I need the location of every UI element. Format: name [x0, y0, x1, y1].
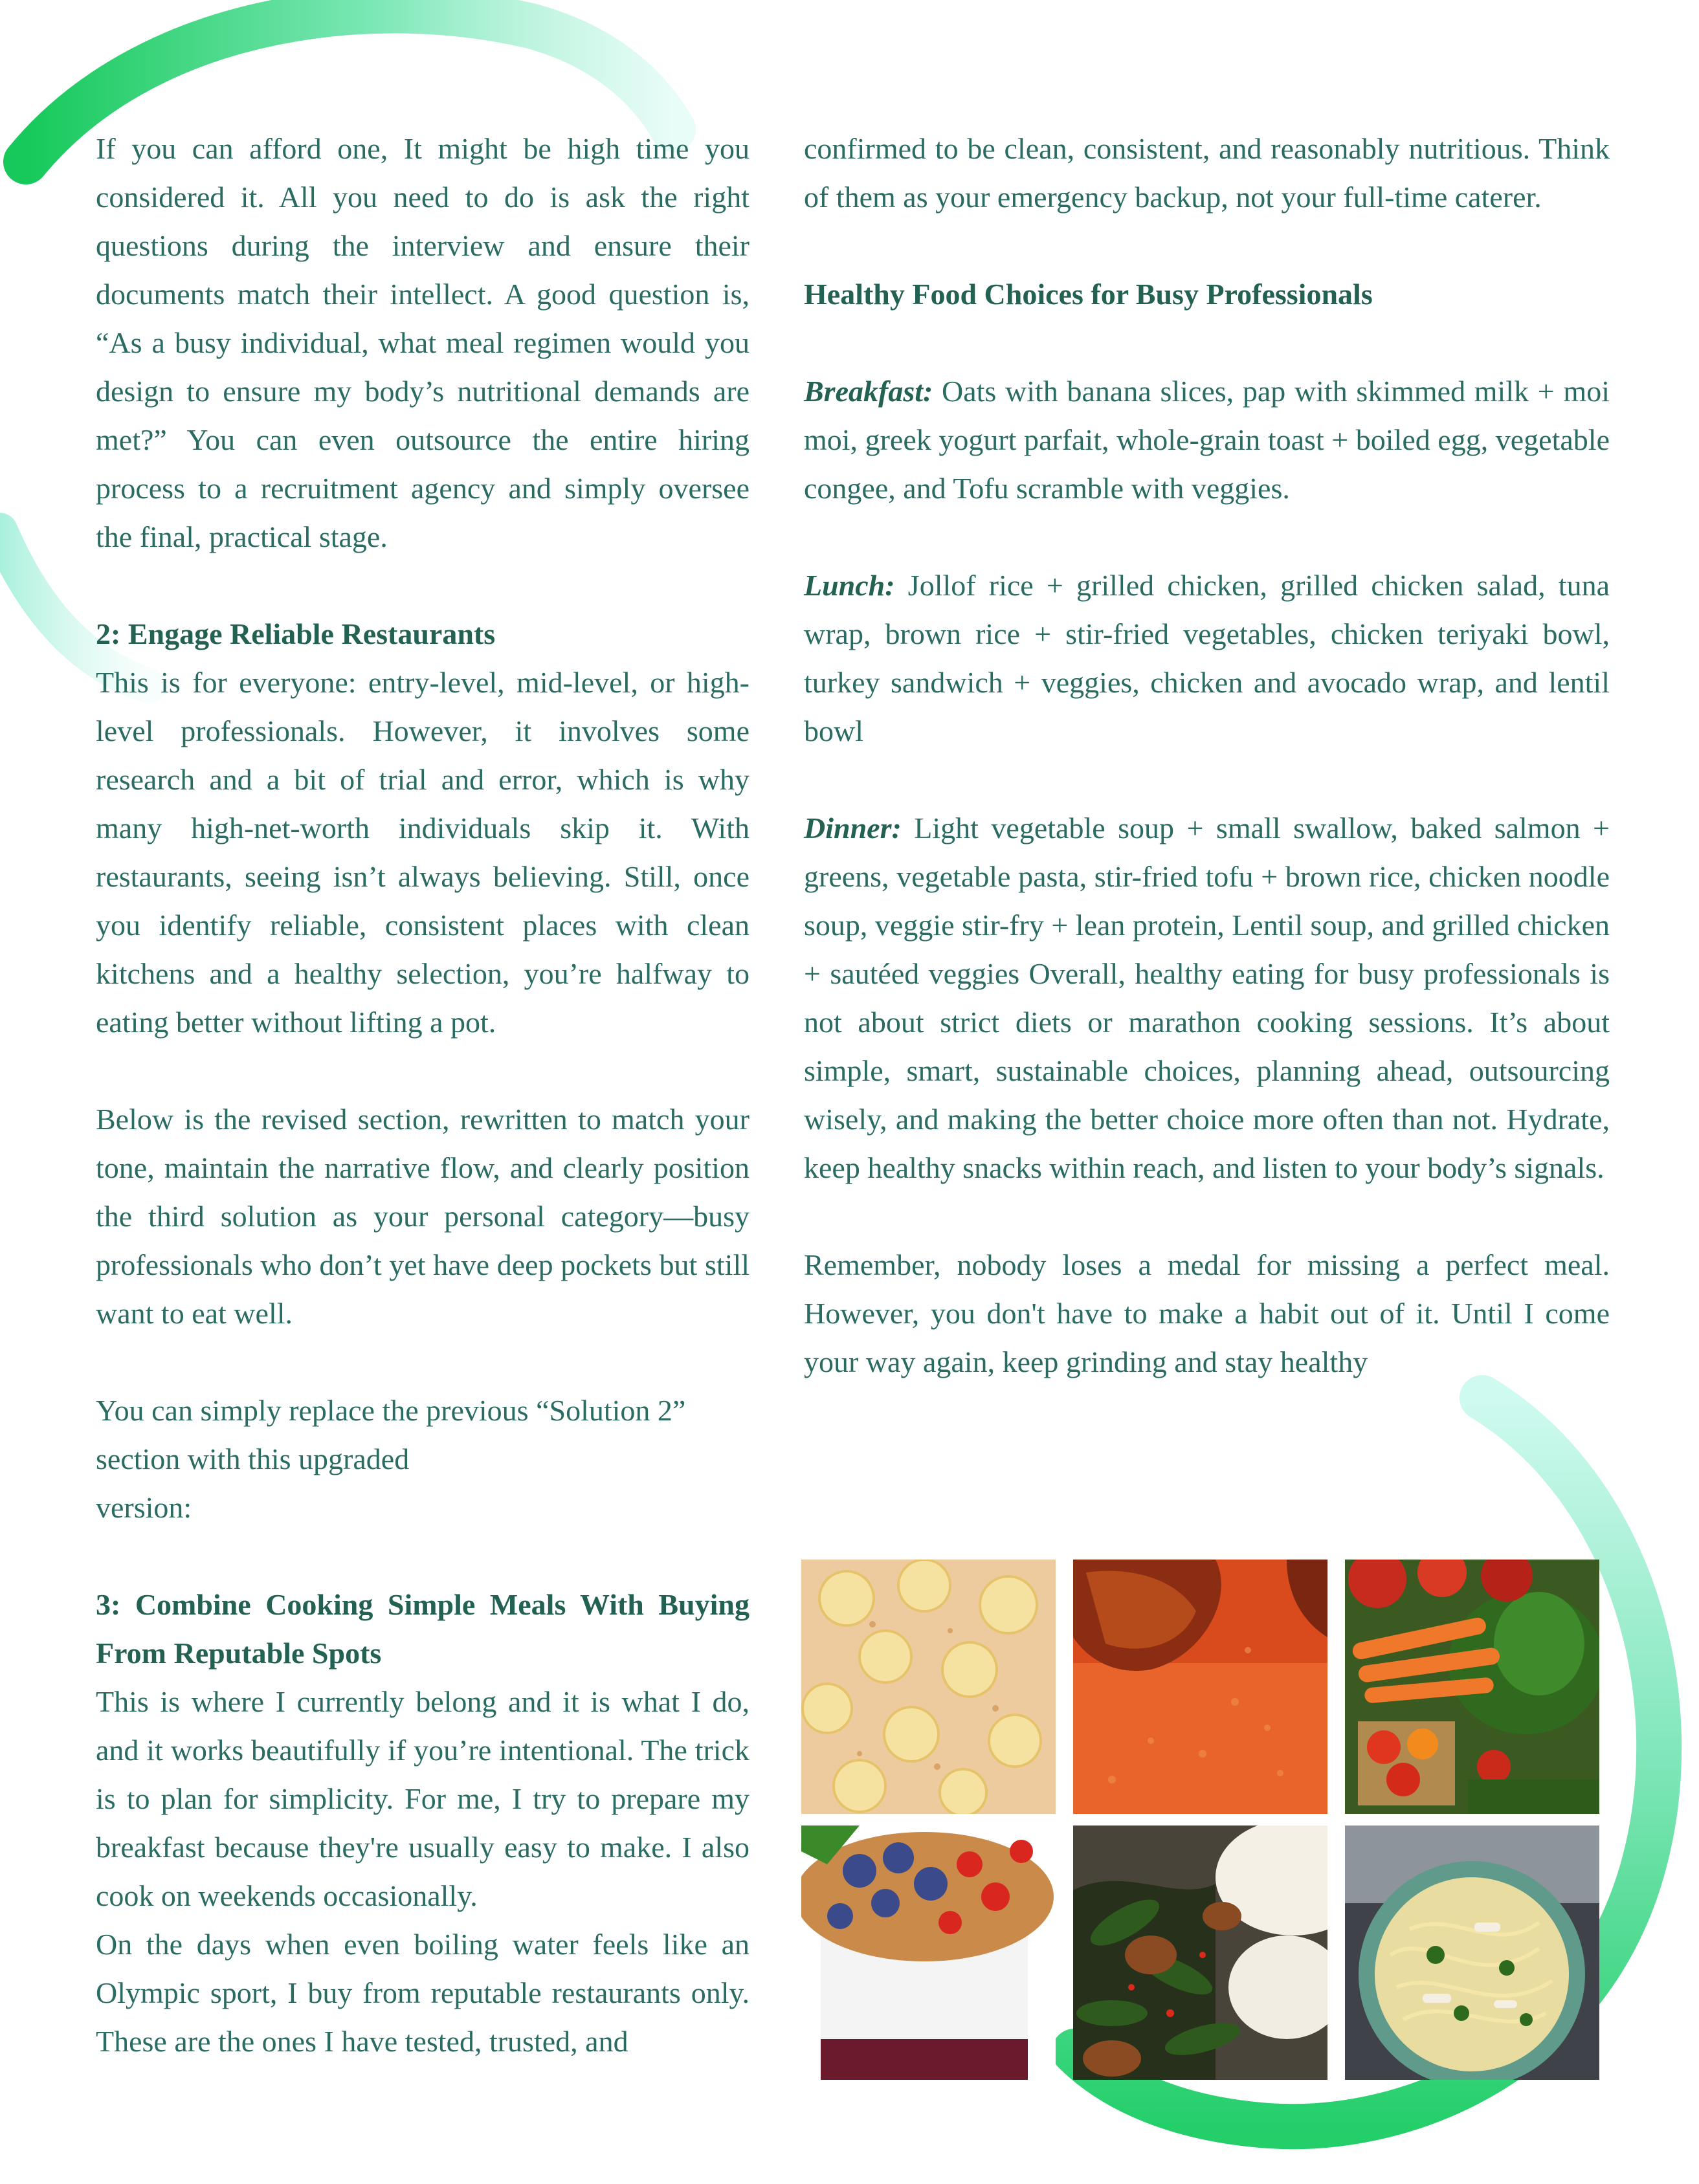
right-column — [804, 124, 1610, 1386]
jollof-rice-photo — [1073, 1560, 1327, 1814]
breakfast-text: Oats with banana slices, pap with skimmed milk + moi moi, greek yogurt parfait, whole-grain toast + boiled egg, vegetable congee, and Tofu scramble with veggies. — [804, 375, 1610, 505]
continuation-paragraph: confirmed to be clean, consistent, and reasonably nutritious. Think of them as your emergency backup, not your full-time caterer. — [804, 132, 1610, 214]
section3-heading: 3: Combine Cooking Simple Meals With Buying From Reputable Spots — [96, 1588, 750, 1670]
replace-note-line2: version: — [96, 1491, 192, 1524]
food-photo-grid — [801, 1560, 1599, 2080]
section2-paragraph: This is for everyone: entry-level, mid-level, or high-level professionals. However, it involves some research and a bit of trial and error, which is why many high-net-worth individuals skip it. With restaurants, seeing isn’t always believing. Still, once you identify reliable, consistent places with clean kitchens and a healthy selection, you’re halfway to eating better without lifting a pot. — [96, 666, 750, 1039]
chicken-noodle-soup-photo — [1345, 1826, 1599, 2080]
replace-note-line1: You can simply replace the previous “Solution 2” section with this upgraded — [96, 1394, 686, 1475]
section3-paragraph-2: On the days when even boiling water feels like an Olympic sport, I buy from reputable restaurants only. These are the ones I have tested, trusted, and — [96, 1928, 750, 2058]
choices-heading: Healthy Food Choices for Busy Professionals — [804, 278, 1373, 311]
section2-heading: 2: Engage Reliable Restaurants — [96, 617, 496, 650]
yogurt-parfait-photo — [801, 1826, 1056, 2080]
breakfast-label: Breakfast: — [804, 375, 933, 408]
lunch-paragraph — [804, 561, 1610, 755]
left-column — [96, 124, 750, 2066]
dinner-paragraph — [804, 804, 1610, 1192]
lunch-label: Lunch: — [804, 569, 895, 602]
breakfast-paragraph — [804, 367, 1610, 513]
intro-paragraph: If you can afford one, It might be high time you considered it. All you need to do is ask the right questions during the interview and ensure their documents match their intellect. A good question is, “As a busy individual, what meal regimen would you design to ensure my body’s nutritional demands are met?” You can even outsource the entire hiring process to a recruitment agency and simply oversee the final, practical stage. — [96, 132, 750, 553]
dinner-text: Light vegetable soup + small swallow, baked salmon + greens, vegetable pasta, stir-fried tofu + brown rice, chicken noodle soup, veggie stir-fry + lean protein, Lentil soup, and grilled chicken + sautéed veggies Overall, healthy eating for busy professionals is not about strict diets or marathon cooking sessions. It’s about simple, smart, sustainable choices, planning ahead, outsourcing wisely, and making the better choice more often than not. Hydrate, keep healthy snacks within reach, and listen to your body’s signals. — [804, 811, 1610, 1184]
revised-note: Below is the revised section, rewritten to match your tone, maintain the narrative flow, and clearly position the third solution as your personal category—busy professionals who don’t yet have deep pockets but still want to eat well. — [96, 1103, 750, 1330]
lunch-text: Jollof rice + grilled chicken, grilled chicken salad, tuna wrap, brown rice + stir-fried vegetables, chicken teriyaki bowl, turkey sandwich + veggies, chicken and avocado wrap, and lentil bowl — [804, 569, 1610, 747]
oats-banana-photo — [801, 1560, 1056, 1814]
vegetables-photo — [1345, 1560, 1599, 1814]
dinner-label: Dinner: — [804, 811, 902, 844]
replace-note — [96, 1386, 750, 1532]
section3-paragraph-1: This is where I currently belong and it is what I do, and it works beautifully if you’re intentional. The trick is to plan for simplicity. For me, I try to prepare my breakfast because they're usually easy to make. I also cook on weekends occasionally. — [96, 1685, 750, 1912]
closing-paragraph: Remember, nobody loses a medal for missing a perfect meal. However, you don't have to make a habit out of it. Until I come your way again, keep grinding and stay healthy — [804, 1248, 1610, 1378]
vegetable-soup-swallow-photo — [1073, 1826, 1327, 2080]
